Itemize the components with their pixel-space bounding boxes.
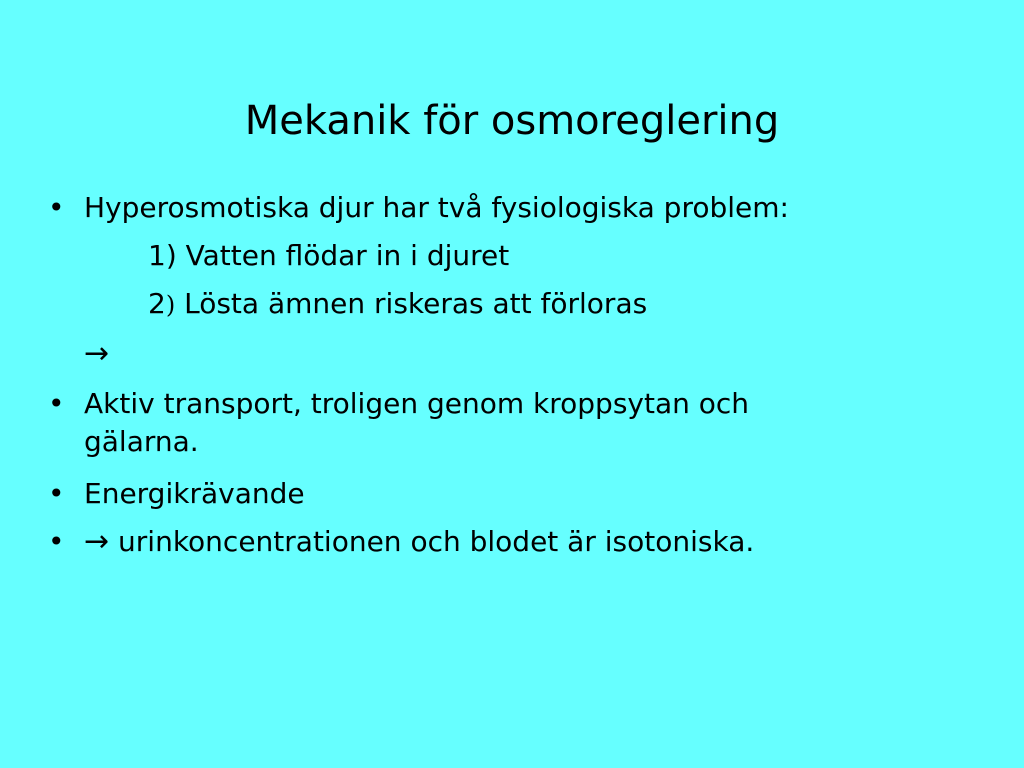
subitem-text: Lösta ämnen riskeras att förloras: [184, 287, 648, 320]
right-arrow-icon: →: [84, 336, 110, 371]
bullet-text-active-transport-line1: Aktiv transport, troligen genom kroppsytan och: [84, 387, 750, 420]
subitem-water-inflow: 1) Vatten flödar in i djuret: [148, 239, 510, 272]
bullet-text-energy: Energikrävande: [84, 477, 305, 510]
bullet-text-isotonic: [84, 525, 754, 559]
bullet-marker: •: [48, 191, 65, 224]
slide-title: Mekanik för osmoreglering: [244, 98, 780, 144]
bullet-marker: •: [48, 525, 65, 558]
subitem-paren: ): [165, 291, 176, 319]
bullet-text-hyperosmotic: Hyperosmotiska djur har två fysiologiska problem:: [84, 191, 789, 224]
bullet-marker: •: [48, 477, 65, 510]
bullet-marker: •: [48, 387, 65, 420]
subitem-solute-loss: [148, 287, 647, 322]
arrow-line: [84, 337, 109, 371]
bullet-text-active-transport-line2: gälarna.: [84, 425, 199, 458]
isotonic-text: urinkoncentrationen och blodet är isotoniska.: [118, 525, 755, 558]
right-arrow-icon: →: [84, 524, 110, 559]
subitem-number: 2: [148, 287, 166, 320]
